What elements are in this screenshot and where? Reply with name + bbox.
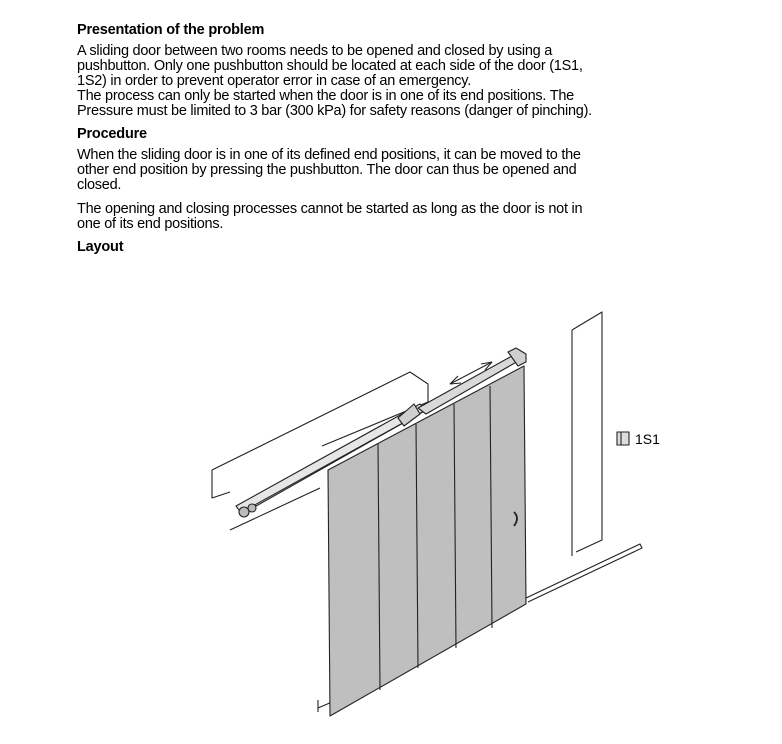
cylinder-end-fitting	[248, 504, 256, 512]
text-line: The opening and closing processes cannot be started as long as the door is not in	[77, 201, 583, 217]
arrow-head-left	[450, 376, 461, 384]
door-frame	[572, 312, 602, 556]
text-line: A sliding door between two rooms needs to be opened and closed by using a	[77, 43, 553, 59]
text-line: 1S2) in order to prevent operator error in case of an emergency.	[77, 73, 471, 89]
text-line: When the sliding door is in one of its defined end positions, it can be moved to the	[77, 147, 581, 163]
text-line: pushbutton. Only one pushbutton should be located at each side of the door (1S1,	[77, 58, 583, 74]
text-line: Pressure must be limited to 3 bar (300 kPa) for safety reasons (danger of pinching).	[77, 103, 592, 119]
text-line: closed.	[77, 177, 122, 193]
heading-procedure: Procedure	[77, 126, 147, 142]
heading-presentation: Presentation of the problem	[77, 22, 265, 38]
floor-rail	[526, 544, 642, 602]
pushbutton-label: 1S1	[635, 431, 660, 447]
text-line: The process can only be started when the door is in one of its end positions. The	[77, 88, 574, 104]
pushbutton-icon	[617, 432, 629, 445]
heading-layout: Layout	[77, 239, 124, 255]
text-line: other end position by pressing the pushbutton. The door can thus be opened and	[77, 162, 577, 178]
text-line: one of its end positions.	[77, 216, 224, 232]
